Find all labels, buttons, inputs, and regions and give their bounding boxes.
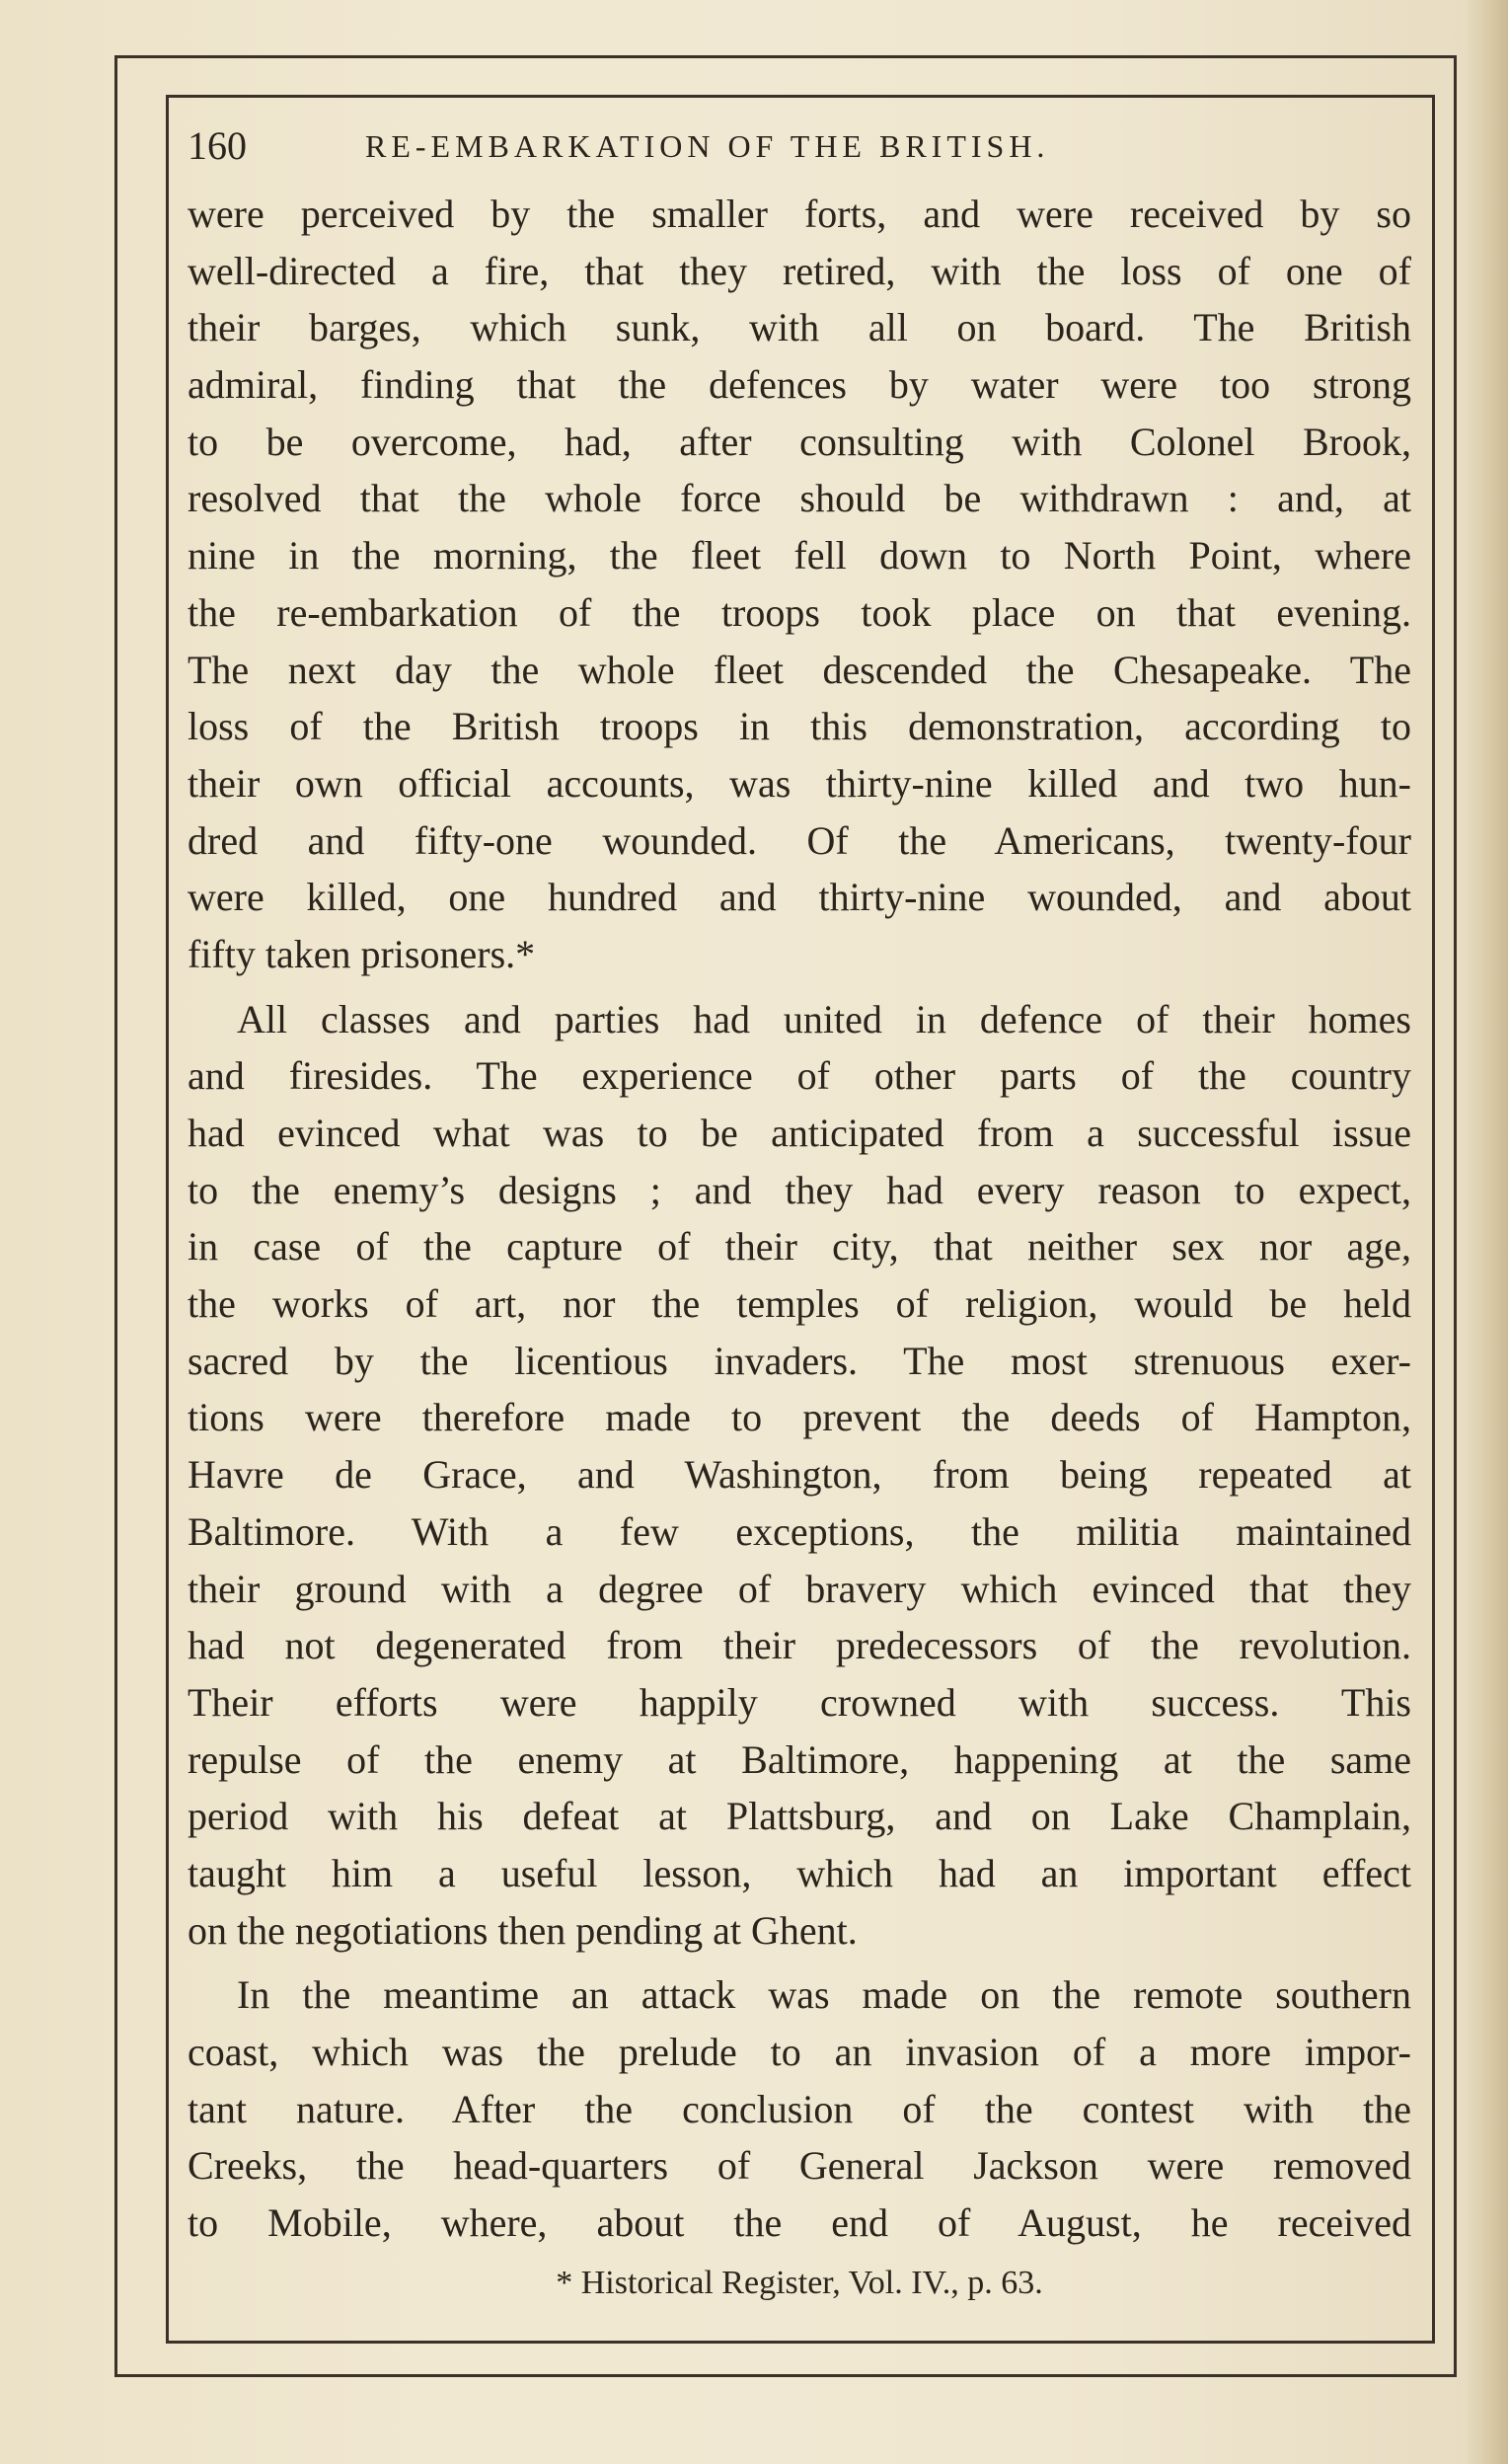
text-line: Creeks, the head-quarters of General Jackson were removed: [188, 2143, 1411, 2189]
text-line: admiral, finding that the defences by water were too strong: [188, 362, 1411, 408]
text-line: their own official accounts, was thirty-nine killed and two hun-: [188, 760, 1411, 806]
running-title: RE-EMBARKATION OF THE BRITISH.: [365, 128, 1050, 164]
text-line: Havre de Grace, and Washington, from being repeated at: [188, 1452, 1411, 1498]
text-line: The next day the whole fleet descended the Chesapeake. The: [188, 647, 1411, 692]
text-line: to Mobile, where, about the end of August, he received: [188, 2200, 1411, 2246]
paragraph-gap: [188, 983, 1411, 991]
text-line: In the meantime an attack was made on the remote southern: [237, 1972, 1411, 2018]
text-line: Baltimore. With a few exceptions, the militia maintained: [188, 1508, 1411, 1554]
text-line: to be overcome, had, after consulting with Colonel Brook,: [188, 419, 1411, 464]
text-line: tions were therefore made to prevent the deeds of Hampton,: [188, 1395, 1411, 1440]
text-line: tant nature. After the conclusion of the contest with the: [188, 2086, 1411, 2131]
body-text: [188, 186, 1411, 2252]
paragraph-gap: [188, 1959, 1411, 1966]
text-line: coast, which was the prelude to an invasion of a more impor-: [188, 2030, 1411, 2074]
text-line: period with his defeat at Plattsburg, and on Lake Champlain,: [188, 1794, 1411, 1839]
text-line: fifty taken prisoners.*: [188, 931, 536, 976]
text-line: and firesides. The experience of other parts of the country: [188, 1053, 1411, 1099]
paragraph: [188, 991, 1411, 1960]
paragraph: [188, 186, 1411, 983]
text-line: to the enemy’s designs ; and they had every reason to expect,: [188, 1167, 1411, 1212]
text-line: loss of the British troops in this demonstration, according to: [188, 704, 1411, 749]
text-line: on the negotiations then pending at Ghent.: [188, 1907, 858, 1953]
text-line: nine in the morning, the fleet fell down to North Point, where: [188, 533, 1411, 578]
text-line: repulse of the enemy at Baltimore, happening at the same: [188, 1736, 1411, 1782]
text-line: Their efforts were happily crowned with success. This: [188, 1679, 1411, 1725]
page-number: 160: [188, 123, 247, 168]
text-line: the works of art, nor the temples of religion, would be held: [188, 1281, 1411, 1327]
text-line: the re-embarkation of the troops took place on that evening.: [188, 589, 1411, 635]
text-line: their barges, which sunk, with all on board. The British: [188, 305, 1411, 350]
text-line: resolved that the whole force should be withdrawn : and, at: [188, 476, 1411, 521]
text-line: their ground with a degree of bravery which evinced that they: [188, 1566, 1411, 1611]
text-line: sacred by the licentious invaders. The most strenuous exer-: [188, 1338, 1411, 1383]
text-line: were killed, one hundred and thirty-nine wounded, and about: [188, 875, 1411, 920]
text-line: well-directed a fire, that they retired, with the loss of one of: [188, 248, 1411, 293]
text-line: dred and fifty-one wounded. Of the Americans, twenty-four: [188, 817, 1411, 863]
text-line: were perceived by the smaller forts, and were received by so: [188, 192, 1411, 236]
running-head: [188, 116, 1411, 176]
text-line: had evinced what was to be anticipated from a successful issue: [188, 1111, 1411, 1155]
footnote: * Historical Register, Vol. IV., p. 63.: [556, 2265, 1043, 2301]
text-line: All classes and parties had united in defence of their homes: [237, 996, 1411, 1041]
text-line: had not degenerated from their predecessors of the revolution.: [188, 1623, 1411, 1668]
adjacent-page-edge: [1467, 0, 1508, 2464]
paragraph: [188, 1966, 1411, 2251]
text-line: in case of the capture of their city, that neither sex nor age,: [188, 1224, 1411, 1270]
text-line: taught him a useful lesson, which had an important effect: [188, 1850, 1411, 1895]
